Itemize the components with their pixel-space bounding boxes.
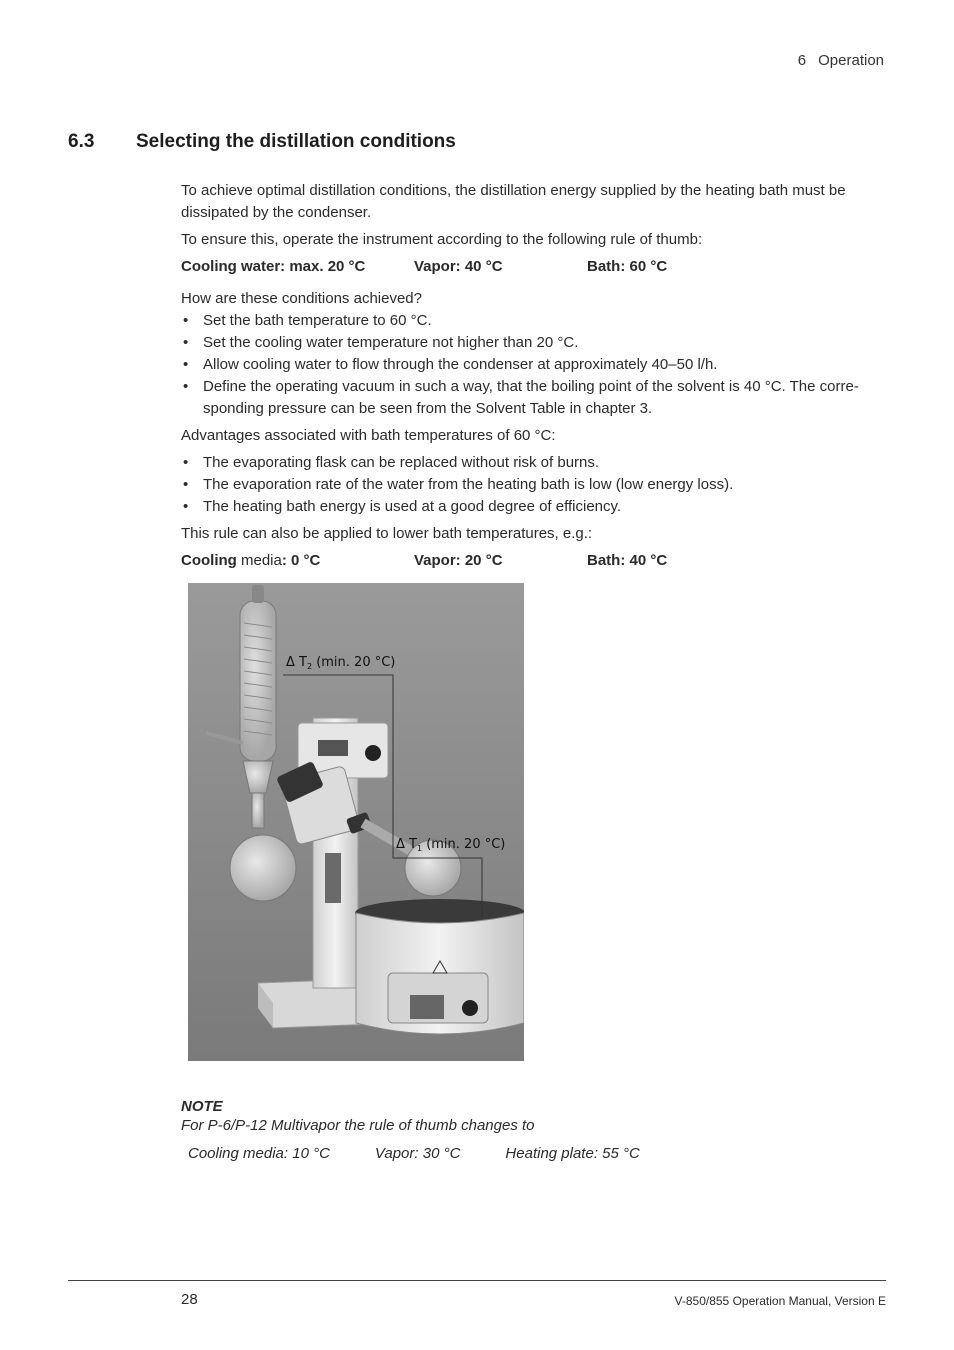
delta-t1-label: Δ $T_1$ (min. 20 °C) [396,837,506,853]
how-list [181,310,886,420]
note-title: NOTE [181,1098,223,1115]
bath-display [410,995,444,1019]
section-title: Selecting the distillation conditions [136,131,456,152]
rule2-cooling-value: : 0 °C [281,552,321,569]
lower-temp-paragraph: This rule can also be applied to lower bath temperatures, e.g.: [181,525,593,542]
note-text: For P-6/P-12 Multivapor the rule of thumb changes to [181,1117,535,1134]
column-slot [325,853,341,903]
delta-t2-label: Δ $T_2$ (min. 20 °C) [286,655,396,671]
rule-lower-temps [181,550,886,572]
condenser-top [252,585,264,603]
receiving-flask [230,835,296,901]
rule-vapor: Vapor: 40 °C [414,258,503,275]
chapter-title: Operation [818,52,884,69]
note-vapor: Vapor: 30 °C [374,1145,461,1162]
footer-divider [68,1280,886,1281]
section-heading [68,131,456,153]
document-title: V-850/855 Operation Manual, Version E [674,1294,886,1308]
section-number: 6.3 [68,131,95,152]
rule2-cooling-bold: Cooling [181,552,237,569]
list-item: • Set the bath temperature to 60 °C. [181,310,886,332]
list-item: • Set the cooling water temperature not higher than 20 °C. [181,332,886,354]
rule2-cooling-normal: media [236,552,282,569]
rule-bath: Bath: 60 °C [587,258,668,275]
list-item: • Define the operating vacuum in such a way, that the boiling point of the solvent is 40 °C. The corresponding pressure can be seen from the Solvent Table in chapter 3. [181,376,886,420]
advantages-list [181,452,886,518]
intro-paragraph: To achieve optimal distillation conditions, the distillation energy supplied by the heating bath must be dissipated by the condenser. [181,182,846,221]
rule2-bath: Bath: 40 °C [587,552,668,569]
advantages-intro: Advantages associated with bath temperatures of 60 °C: [181,427,556,444]
bath-knob [462,1000,478,1016]
how-question: How are these conditions achieved? [181,290,422,307]
list-item: • The evaporation rate of the water from the heating bath is low (low energy loss). [181,474,886,496]
rule-of-thumb [181,256,886,278]
list-item: • The heating bath energy is used at a good degree of efficiency. [181,496,886,518]
note-box [181,1098,685,1162]
rule2-vapor: Vapor: 20 °C [414,552,503,569]
list-item: • Allow cooling water to flow through the condenser at approximately 40–50 l/h. [181,354,886,376]
note-heating: Heating plate: 55 °C [505,1145,640,1162]
control-knob [365,745,381,761]
note-values [188,1145,685,1162]
rule-intro-paragraph: To ensure this, operate the instrument according to the following rule of thumb: [181,231,703,248]
body-content [181,180,886,582]
list-item: • The evaporating flask can be replaced without risk of burns. [181,452,886,474]
note-cooling: Cooling media: 10 °C [188,1145,330,1162]
page-number: 28 [181,1291,198,1308]
chapter-number: 6 [797,52,807,69]
rotavapor-illustration [188,583,524,1061]
rule-cooling: Cooling water: max. 20 °C [181,258,366,275]
rule2-cooling [181,550,414,572]
running-header [798,52,884,69]
receiver-neck [252,793,264,828]
control-display [318,740,348,756]
rotavapor-photo [188,583,524,1061]
